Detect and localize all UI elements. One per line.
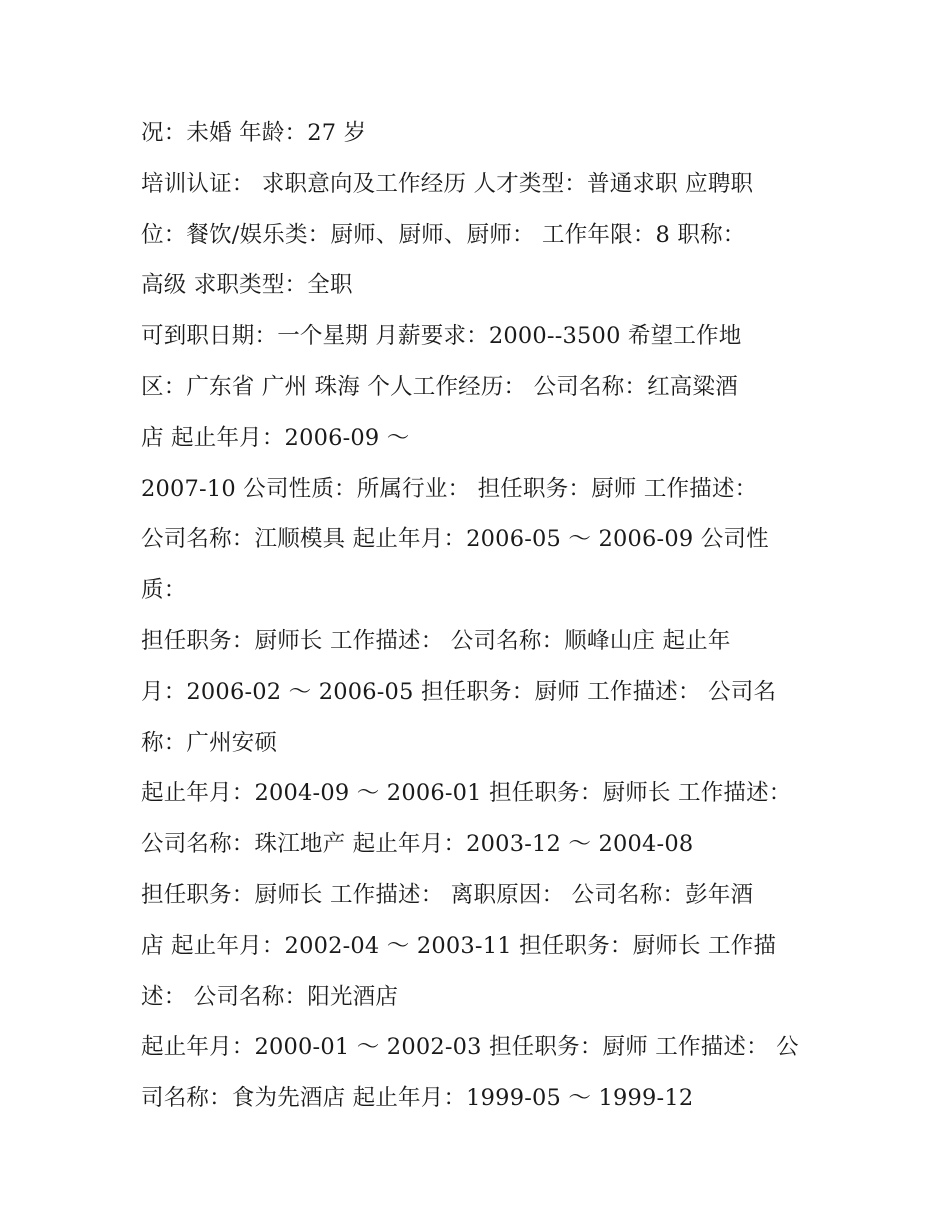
text-line: 起止年月：2000-01 ～ 2002-03 担任职务：厨师 工作描述： 公: [141, 1034, 799, 1061]
text-line: 述： 公司名称：阳光酒店: [141, 983, 399, 1010]
text-line: 担任职务：厨师长 工作描述： 公司名称：顺峰山庄 起止年: [141, 627, 731, 654]
text-line: 质：: [141, 577, 187, 604]
text-line: 培训认证： 求职意向及工作经历 人才类型：普通求职 应聘职: [141, 170, 754, 197]
text-line: 司名称：食为先酒店 起止年月：1999-05 ～ 1999-12: [141, 1085, 694, 1112]
text-line: 高级 求职类型：全职: [141, 272, 353, 299]
text-line: 可到职日期：一个星期 月薪要求：2000--3500 希望工作地: [141, 323, 742, 350]
text-line: 位：餐饮/娱乐类：厨师、厨师、厨师： 工作年限：8 职称：: [141, 221, 746, 248]
text-line: 起止年月：2004-09 ～ 2006-01 担任职务：厨师长 工作描述：: [141, 780, 792, 807]
text-line: 2007-10 公司性质：所属行业： 担任职务：厨师 工作描述：: [141, 475, 758, 502]
text-line: 月：2006-02 ～ 2006-05 担任职务：厨师 工作描述： 公司名: [141, 678, 777, 705]
text-line: 区：广东省 广州 珠海 个人工作经历： 公司名称：红高粱酒: [141, 373, 738, 400]
resume-text-block: [141, 108, 821, 1124]
text-line: 况：未婚 年龄：27 岁: [141, 120, 367, 146]
text-line: 公司名称：江顺模具 起止年月：2006-05 ～ 2006-09 公司性: [141, 526, 769, 553]
text-line: 店 起止年月：2002-04 ～ 2003-11 担任职务：厨师长 工作描: [141, 932, 777, 959]
text-line: 店 起止年月：2006-09 ～: [141, 424, 410, 451]
text-line: 担任职务：厨师长 工作描述： 离职原因： 公司名称：彭年酒: [141, 881, 754, 908]
text-line: 公司名称：珠江地产 起止年月：2003-12 ～ 2004-08: [141, 831, 694, 858]
text-line: 称：广州安硕: [141, 729, 278, 756]
